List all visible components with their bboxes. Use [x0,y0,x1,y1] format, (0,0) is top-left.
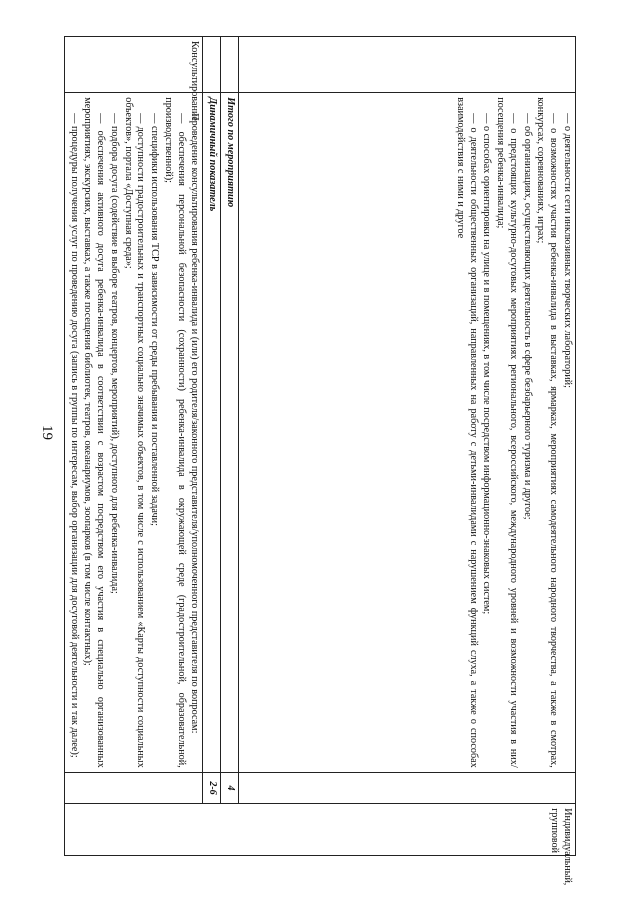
content-item: — о возможностях участия ребенка-инвалида в выставках, ярмарках, мероприятиях самодеятельного народного творчества, а также в смотрах, конкурсах, соревнованиях, играх; [535,97,560,768]
number-cell-empty [65,772,204,804]
content-item: — о деятельности сети инклюзивных творческих лабораторий; [562,113,573,388]
content-cell [239,93,576,773]
content-cell [65,93,204,773]
table-row-consulting [65,37,204,856]
content-item: — о предстоящих культурно-досуговых мероприятиях регионального, всероссийского, международного уровней и возможности участия в них/посещения ребенка-инвалида; [495,97,519,768]
content-item: — о способах ориентировки на улице и в помещениях, в том числе посредством информационно-знаковых систем; [481,113,493,615]
total-label: Итого по мероприятию [221,93,239,773]
dynamic-label: Динамичный показатель [203,93,221,773]
number-cell-empty [239,772,576,804]
table-row-continuation [239,37,576,856]
total-value: 4 [221,772,239,804]
rotated-table-container [64,36,576,886]
content-item: — процедуры получения услуг по проведению досуга (запись в группы по интересам, выбор организации для досуговой деятельности и так далее); [68,113,80,758]
content-item: — обеспечения персональной безопасности (сохранности) ребенка-инвалида в окружающей среде (градостроительной, образовательной, производственной); [163,97,187,768]
content-item: — подбора досуга (содействие в выборе театров, концертов, мероприятий), доступного для ребенка-инвалида; [109,113,120,594]
total-activity-empty [221,37,239,93]
dynamic-activity-empty [203,37,221,93]
content-item: — специфики использования ТСР в зависимости от среды пребывания и поставленной задачи; [149,113,161,526]
content-item: — обеспечения активного досуга ребенка-инвалида в соответствии с возрастом посредством его участия в специально организованных мероприятиях, экскурсиях, выставках, а также посещения библиотек, театров, океанариумов, зоопарков (в том числе контактных); [82,97,107,768]
table-row-dynamic [203,37,221,856]
content-item: — доступности градостроительных и транспортных социально значимых объектов, в том числе с использованием «Карты доступности социальных объектов», портала «Доступная среда»; [122,97,147,768]
dynamic-value: 2-6 [203,772,221,804]
content-item: — о деятельности общественных организаций, направленных на работу с детьми-инвалидами с нарушением функций слуха, а также о способах взаимодействия с ними и другое [455,97,479,768]
activity-cell: Консультирование [65,37,204,93]
rehabilitation-table [64,36,576,886]
table-row-total [221,37,239,856]
activity-cell-empty [239,37,576,93]
form-cell: Индивидуальный, групповой [65,804,576,856]
content-item: Проведение консультирования ребенка-инвалида и (или) его родителя/законного представителя/уполномоченного представителя по вопросам: [189,113,201,734]
content-item: — об организациях, осуществляющих деятельность в сфере безбарьерного туризма и другое; [521,113,533,520]
page-number: 19 [39,425,55,440]
